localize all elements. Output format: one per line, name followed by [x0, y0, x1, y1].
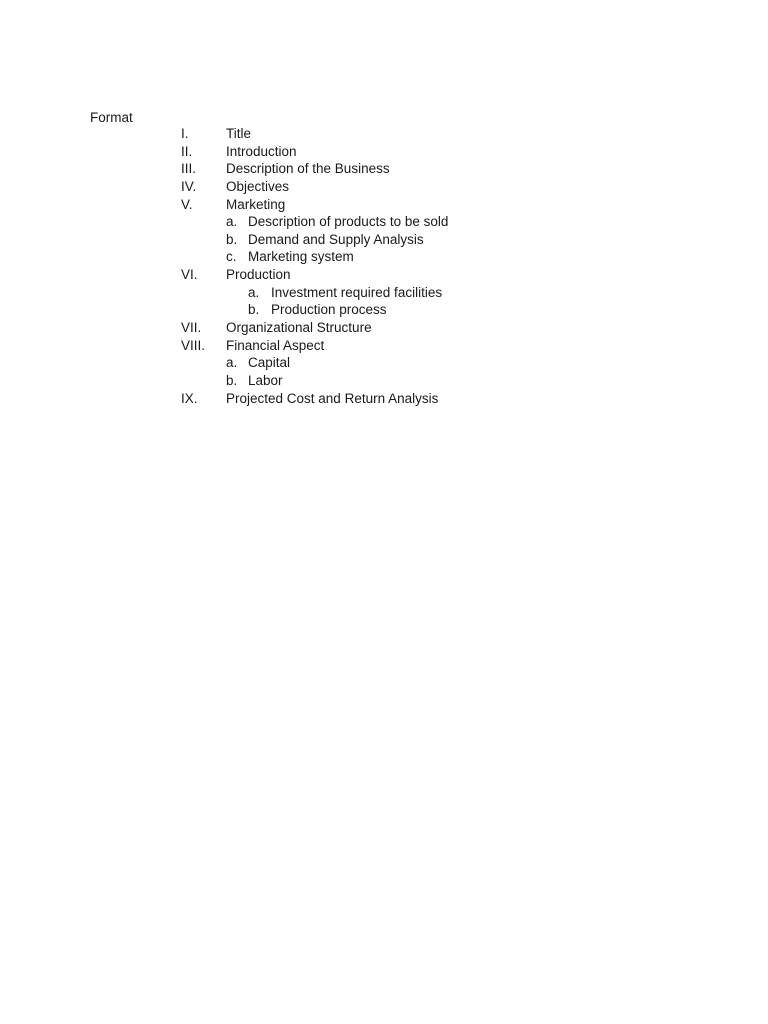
outline-item-text: Production: [226, 267, 291, 283]
outline-item-text: Title: [226, 126, 252, 141]
outline-item-marker: I.: [181, 126, 189, 141]
outline-item-marker: b.: [226, 231, 238, 247]
outline-list: [0, 125, 768, 407]
outline-item-text: Description of the Business: [226, 161, 390, 177]
outline-item-text: Labor: [248, 372, 283, 388]
outline-item-text: Production process: [271, 302, 387, 318]
outline-item: [0, 178, 768, 196]
outline-item: [0, 319, 768, 337]
outline-item-text: Demand and Supply Analysis: [248, 231, 424, 247]
outline-item-marker: IX.: [181, 390, 198, 406]
outline-item-marker: VII.: [181, 320, 202, 336]
outline-item-marker: b.: [226, 372, 238, 388]
outline-item-text: Objectives: [226, 178, 290, 194]
outline-item-text: Description of products to be sold: [248, 214, 449, 230]
outline-item: [0, 248, 768, 266]
outline-item-text: Projected Cost and Return Analysis: [226, 390, 439, 406]
outline-item-marker: c.: [226, 249, 237, 265]
outline-item-marker: VI.: [181, 267, 198, 283]
outline-item-text: Introduction: [226, 143, 297, 159]
outline-item-marker: a.: [226, 355, 238, 371]
outline-item: [0, 354, 768, 372]
outline-item-marker: VIII.: [181, 337, 206, 353]
outline-item-text: Organizational Structure: [226, 320, 372, 336]
outline-item: [0, 143, 768, 161]
outline-item-text: Capital: [248, 355, 291, 371]
outline-item-marker: a.: [248, 284, 260, 300]
outline-item: [0, 337, 768, 355]
outline-item: [0, 160, 768, 178]
outline-item: [0, 372, 768, 390]
outline-item-text: Financial Aspect: [226, 337, 325, 353]
outline-item-marker: V.: [181, 196, 193, 212]
outline-item: [0, 196, 768, 214]
document-heading: Format: [90, 110, 133, 125]
outline-item-marker: a.: [226, 214, 238, 230]
outline-item: [0, 266, 768, 284]
outline-item-text: Investment required facilities: [271, 284, 443, 300]
outline-item-marker: II.: [181, 143, 193, 159]
outline-item-text: Marketing: [226, 196, 286, 212]
outline-item: [0, 213, 768, 231]
outline-item: [0, 125, 768, 143]
outline-item: [0, 390, 768, 408]
outline-item: [0, 301, 768, 319]
outline-item: [0, 284, 768, 302]
outline-item: [0, 231, 768, 249]
outline-item-marker: IV.: [181, 178, 197, 194]
outline-item-text: Marketing system: [248, 249, 354, 265]
outline-item-marker: b.: [248, 302, 260, 318]
outline-item-marker: III.: [181, 161, 197, 177]
